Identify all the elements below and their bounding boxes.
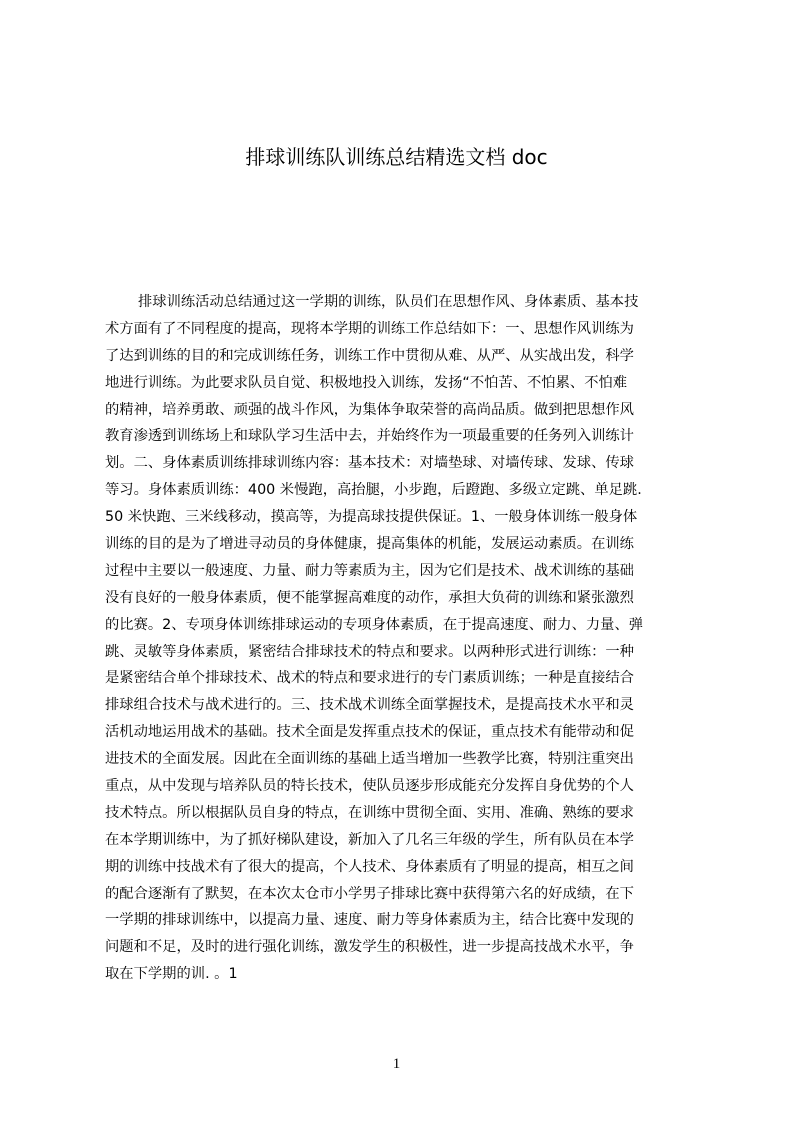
body-line: 是紧密结合单个排球技术、战术的特点和要求进行的专门素质训练；一种是直接结合 bbox=[105, 670, 634, 687]
page-number: 1 bbox=[392, 1056, 401, 1072]
document-body bbox=[105, 289, 698, 989]
document-title: 排球训练队训练总结精选文档 doc bbox=[245, 145, 548, 169]
body-line: 在本学期训练中，为了抓好梯队建设，新加入了几名三年级的学生，所有队员在本学 bbox=[105, 831, 634, 848]
body-line: 50 米快跑、三米线移动，摸高等，为提高球技提供保证。1、一般身体训练一般身体 bbox=[105, 509, 638, 526]
body-line: 没有良好的一般身体素质，便不能掌握高难度的动作，承担大负荷的训练和紧张激烈 bbox=[105, 589, 634, 606]
body-line: 地进行训练。为此要求队员自觉、积极地投入训练，发扬“不怕苦、不怕累、不怕难 bbox=[105, 374, 628, 391]
body-line: 取在下学期的训. 。1 bbox=[105, 966, 238, 983]
body-line: 活机动地运用战术的基础。技术全面是发挥重点技术的保证，重点技术有能带动和促 bbox=[105, 724, 634, 741]
body-line: 术方面有了不同程度的提高，现将本学期的训练工作总结如下：一、思想作风训练为 bbox=[105, 320, 634, 337]
body-line: 教育渗透到训练场上和球队学习生活中去，并始终作为一项最重要的任务列入训练计 bbox=[105, 428, 634, 445]
body-line: 重点，从中发现与培养队员的特长技术，使队员逐步形成能充分发挥自身优势的个人 bbox=[105, 778, 634, 795]
body-line: 划。二、身体素质训练排球训练内容：基本技术：对墙垫球、对墙传球、发球、传球 bbox=[105, 455, 634, 472]
body-line: 排球训练活动总结通过这一学期的训练，队员们在思想作风、身体素质、基本技 bbox=[138, 294, 639, 310]
body-line: 的比赛。2、专项身体训练排球运动的专项身体素质，在于提高速度、耐力、力量、弹 bbox=[105, 616, 644, 633]
body-line: 过程中主要以一般速度、力量、耐力等素质为主，因为它们是技术、战术训练的基础 bbox=[105, 562, 634, 579]
body-line: 一学期的排球训练中，以提高力量、速度、耐力等身体素质为主，结合比赛中发现的 bbox=[105, 912, 634, 929]
body-line: 跳、灵敏等身体素质，紧密结合排球技术的特点和要求。以两种形式进行训练：一种 bbox=[105, 643, 634, 660]
body-line: 的配合逐渐有了默契，在本次太仓市小学男子排球比赛中获得第六名的好成绩，在下 bbox=[105, 885, 634, 902]
body-line: 进技术的全面发展。因此在全面训练的基础上适当增加一些教学比赛，特别注重突出 bbox=[105, 751, 634, 768]
body-line: 了达到训练的目的和完成训练任务，训练工作中贯彻从难、从严、从实战出发，科学 bbox=[105, 347, 634, 364]
body-line: 技术特点。所以根据队员自身的特点，在训练中贯彻全面、实用、准确、熟练的要求 bbox=[105, 804, 634, 821]
body-line: 排球组合技术与战术进行的。三、技术战术训练全面掌握技术，是提高技术水平和灵 bbox=[105, 697, 634, 714]
body-line: 训练的目的是为了增进寻动员的身体健康，提高集体的机能，发展运动素质。在训练 bbox=[105, 536, 634, 553]
body-line: 的精神，培养勇敢、顽强的战斗作风，为集体争取荣誉的高尚品质。做到把思想作风 bbox=[105, 401, 634, 418]
body-line: 问题和不足，及时的进行强化训练，激发学生的积极性，进一步提高技战术水平，争 bbox=[105, 939, 634, 956]
body-line: 等习。身体素质训练：400 米慢跑，高抬腿，小步跑，后蹬跑、多级立定跳、单足跳. bbox=[105, 482, 642, 499]
body-line: 期的训练中技战术有了很大的提高，个人技术、身体素质有了明显的提高，相互之间 bbox=[105, 858, 634, 875]
